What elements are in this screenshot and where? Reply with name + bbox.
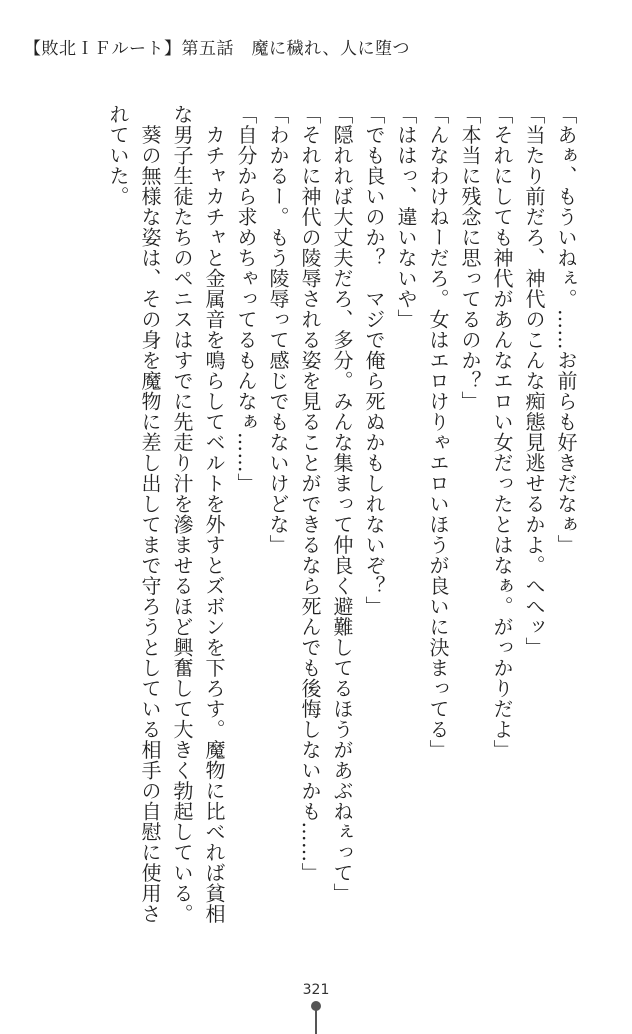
text-line: 「隠れれば大丈夫だろ、多分。みんな集まって仲良く避難してるほうがあぶねぇって」: [330, 104, 354, 904]
text-line: 「当たり前だろ、神代のこんな痴態見逃せるかよ。へへッ」: [522, 104, 546, 658]
text-line: 「わかるー。もう陵辱って感じでもないけどな」: [266, 104, 290, 555]
vertical-text-block: [102, 104, 582, 944]
text-line: れていた。: [106, 104, 130, 207]
text-line: 「んなわけねーだろ。女はエロけりゃエロいほうが良いに決まってる」: [426, 104, 450, 760]
text-line: 「自分から求めちゃってるもんなぁ……」: [234, 104, 258, 494]
running-header: 【敗北ＩＦルート】第五話 魔に穢れ、人に堕つ: [24, 39, 411, 59]
text-line: 「でも良いのか？ マジで俺ら死ぬかもしれないぞ？」: [362, 104, 386, 617]
text-line: 「それにしても神代があんなエロい女だったとはなぁ。がっかりだよ」: [490, 104, 514, 760]
text-line: 「本当に残念に思ってるのか？」: [458, 104, 482, 412]
text-line: な男子生徒たちのペニスはすでに先走り汁を滲ませるほど興奮して大きく勃起している。: [170, 104, 194, 924]
text-line: 葵の無様な姿は、その身を魔物に差し出してまで守ろうとしている相手の自慰に使用さ: [138, 104, 162, 924]
marker-stem: [315, 1009, 317, 1034]
text-line: 「それに神代の陵辱される姿を見ることができるなら死んでも後悔しないかも……」: [298, 104, 322, 883]
bookmark-marker[interactable]: [311, 1001, 321, 1034]
text-line: 「ははっ、違いないや」: [394, 104, 418, 330]
text-line: 「あぁ、もういねぇ。……お前らも好きだなぁ」: [554, 104, 578, 555]
page-number: 321: [302, 982, 330, 998]
text-line: カチャカチャと金属音を鳴らしてベルトを外すとズボンを下ろす。魔物に比べれば貧相: [202, 104, 226, 924]
